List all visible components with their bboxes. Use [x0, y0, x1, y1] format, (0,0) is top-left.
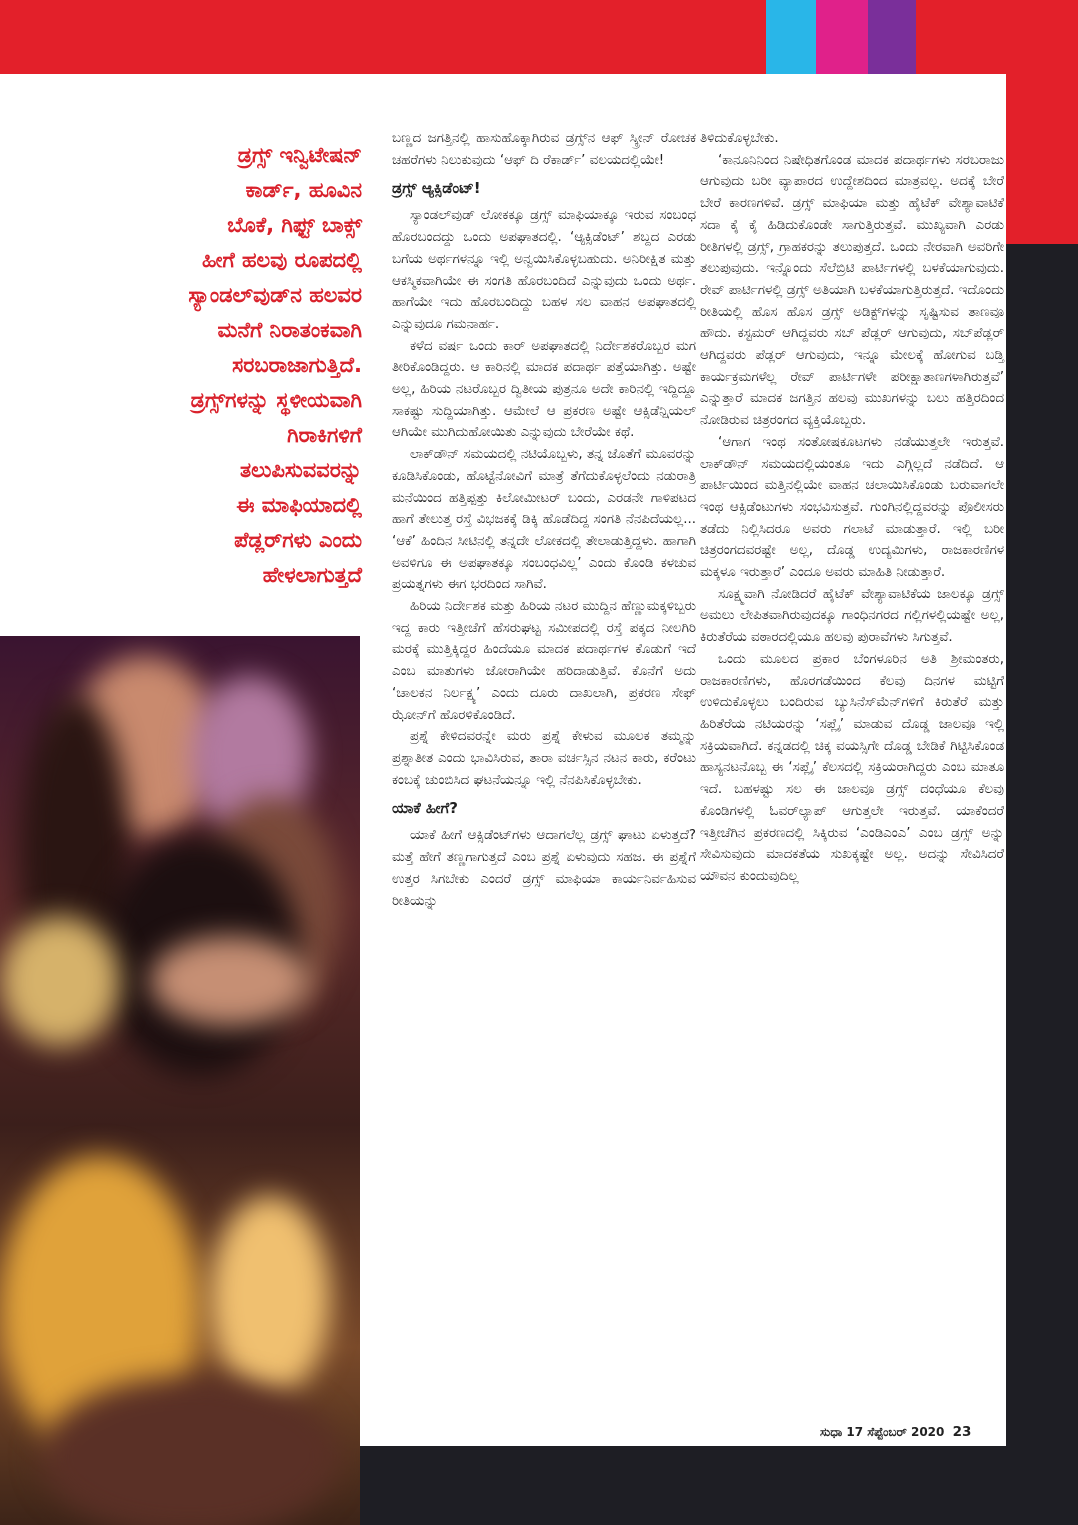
purple-color-strip [868, 0, 916, 74]
pull-quote [120, 138, 362, 593]
pull-quote-line: ಈ ಮಾಫಿಯಾದಲ್ಲಿ [236, 493, 362, 517]
top-red-bar [0, 0, 1078, 74]
photo-light-blur [0, 916, 120, 1046]
pull-quote-line: ಹೀಗೆ ಹಲವು ರೂಪದಲ್ಲಿ [202, 248, 362, 272]
pull-quote-line: ಸ್ಯಾಂಡಲ್‌ವುಡ್‌ನ ಹಲವರ [188, 283, 362, 307]
page-footer [820, 1424, 971, 1440]
page-number: 23 [952, 1424, 972, 1440]
body-paragraph: ಯಾಕೆ ಹೀಗೆ ಆಕ್ಸಿಡೆಂಟ್‌ಗಳು ಆದಾಗಲೆಲ್ಲ ಡ್ರಗ್ಸ್ ಘಾಟು ಏಳುತ್ತದೆ? ಮತ್ತೆ ಹೇಗೆ ತಣ್ಣಗಾಗುತ್ತದೆ ಎಂಬ ಪ್ರಶ್ನೆ ಏಳುವುದು ಸಹಜ. ಈ ಪ್ರಶ್ನೆಗೆ ಉತ್ತರ ಸಿಗಬೇಕು ಎಂದರೆ ಡ್ರಗ್ಸ್ ಮಾಫಿಯಾ ಕಾರ್ಯನಿರ್ವಹಿಸುವ ರೀತಿಯನ್ನು [392, 828, 696, 909]
pull-quote-line: ಡ್ರಗ್ಸ್ ಇನ್ವಿಟೇಷನ್ [237, 143, 362, 167]
body-paragraph: ಸೂಕ್ಷ್ಮವಾಗಿ ನೋಡಿದರೆ ಹೈಟೆಕ್ ವೇಶ್ಯಾವಾಟಿಕೆಯ ಜಾಲಕ್ಕೂ ಡ್ರಗ್ಸ್ ಅಮಲು ಲೇಪಿತವಾಗಿರುವುದಕ್ಕೂ ಗಾಂಧಿನಗರದ ಗಲ್ಲಿಗಳಲ್ಲಿಯಷ್ಟೇ ಅಲ್ಲ, ಕಿರುತೆರೆಯ ವಠಾರದಲ್ಲಿಯೂ ಹಲವು ಪುರಾವೆಗಳು ಸಿಗುತ್ತವೆ. [700, 586, 1004, 646]
bottom-dark-band [360, 1446, 1078, 1525]
body-paragraph: ಒಂದು ಮೂಲದ ಪ್ರಕಾರ ಬೆಂಗಳೂರಿನ ಅತಿ ಶ್ರೀಮಂತರು, ರಾಜಕಾರಣಿಗಳು, ಹೊರಗಡೆಯಿಂದ ಕೆಲವು ದಿನಗಳ ಮಟ್ಟಿಗೆ ಉಳಿದುಕೊಳ್ಳಲು ಬಂದಿರುವ ಬ್ಯುಸಿನೆಸ್‌ಮೆನ್‌ಗಳಿಗೆ ಕಿರುತೆರೆ ಮತ್ತು ಹಿರಿತೆರೆಯ ನಟಿಯರನ್ನು ‘ಸಪ್ಲೈ’ ಮಾಡುವ ದೊಡ್ಡ ಜಾಲವೂ ಇಲ್ಲಿ ಸಕ್ರಿಯವಾಗಿದೆ. ಕನ್ನಡದಲ್ಲಿ ಚಿಕ್ಕ ವಯಸ್ಸಿಗೇ ದೊಡ್ಡ ಬೇಡಿಕೆ ಗಿಟ್ಟಿಸಿಕೊಂಡ ಹಾಸ್ಯನಟನೊಬ್ಬ ಈ ‘ಸಪ್ಲೈ’ ಕೆಲಸದಲ್ಲಿ ಸಕ್ರಿಯರಾಗಿದ್ದರು ಎಂಬ ಮಾತೂ ಇದೆ. ಬಹಳಷ್ಟು ಸಲ ಈ ಜಾಲವೂ ಡ್ರಗ್ಸ್ ದಂಧೆಯೂ ಕೆಲವು ಕೊಂಡಿಗಳಲ್ಲಿ ಓವರ್‌ಲ್ಯಾಪ್ ಆಗುತ್ತಲೇ ಇರುತ್ತವೆ. ಯಾಕೆಂದರೆ ಇತ್ತೀಚೆಗಿನ ಪ್ರಕರಣದಲ್ಲಿ ಸಿಕ್ಕಿರುವ ‘ಎಂಡಿಎಂಎ’ ಎಂಬ ಡ್ರಗ್ಸ್ ಅನ್ನು ಸೇವಿಸುವುದು ಮಾದಕತೆಯ ಸುಖಕ್ಕಷ್ಟೇ ಅಲ್ಲ. ಅದನ್ನು ಸೇವಿಸಿದರೆ ಯೌವನ ಕುಂದುವುದಿಲ್ಲ [700, 651, 1004, 884]
magenta-color-strip [816, 0, 868, 74]
right-red-margin [1006, 74, 1078, 244]
right-dark-margin [1006, 244, 1078, 1525]
body-paragraph: ‘ಕಾನೂನಿನಿಂದ ನಿಷೇಧಿತಗೊಂಡ ಮಾದಕ ಪದಾರ್ಥಗಳು ಸರಬರಾಜು ಆಗುವುದು ಬರೀ ವ್ಯಾಪಾರದ ಉದ್ದೇಶದಿಂದ ಮಾತ್ರವಲ್ಲ. ಅದಕ್ಕೆ ಬೇರೆ ಬೇರೆ ಕಾರಣಗಳಿವೆ. ಡ್ರಗ್ಸ್ ಮಾಫಿಯಾ ಮತ್ತು ಹೈಟೆಕ್ ವೇಶ್ಯಾವಾಟಿಕೆ ಸದಾ ಕೈ ಕೈ ಹಿಡಿದುಕೊಂಡೇ ಸಾಗುತ್ತಿರುತ್ತವೆ. ಮುಖ್ಯವಾಗಿ ಎರಡು ರೀತಿಗಳಲ್ಲಿ ಡ್ರಗ್ಸ್, ಗ್ರಾಹಕರನ್ನು ತಲುಪುತ್ತದೆ. ಒಂದು ನೇರವಾಗಿ ಅವರಿಗೇ ತಲುಪುವುದು. ಇನ್ನೊಂದು ಸೆಲೆಬ್ರಿಟಿ ಪಾರ್ಟಿಗಳಲ್ಲಿ ಬಳಕೆಯಾಗುವುದು. ರೇವ್ ಪಾರ್ಟಿಗಳಲ್ಲಿ ಡ್ರಗ್ಸ್ ಅತಿಯಾಗಿ ಬಳಕೆಯಾಗುತ್ತಿರುತ್ತದೆ. ಇದೊಂದು ರೀತಿಯಲ್ಲಿ ಹೊಸ ಹೊಸ ಡ್ರಗ್ಸ್ ಅಡಿಕ್ಟ್‌ಗಳನ್ನು ಸೃಷ್ಟಿಸುವ ತಾಣವೂ ಹೌದು. ಕಸ್ಟಮರ್ ಆಗಿದ್ದವರು ಸಬ್ ಪೆಡ್ಲರ್ ಆಗುವುದು, ಸಬ್‌ಪೆಡ್ಲರ್ ಆಗಿದ್ದವರು ಪೆಡ್ಲರ್ ಆಗುವುದು, ಇನ್ನೂ ಮೇಲಕ್ಕೆ ಹೋಗುವ ಬಡ್ತಿ ಕಾರ್ಯಕ್ರಮಗಳೆಲ್ಲ ರೇವ್ ಪಾರ್ಟಿಗಳೇ ಪರೀಕ್ಷಾತಾಣಗಳಾಗಿರುತ್ತವೆ’ ಎನ್ನುತ್ತಾರೆ ಮಾದಕ ಜಗತ್ತಿನ ಹಲವು ಮುಖಗಳನ್ನು ಬಲು ಹತ್ತಿರದಿಂದ ನೋಡಿರುವ ಚಿತ್ರರಂಗದ ವ್ಯಕ್ತಿಯೊಬ್ಬರು. [700, 152, 1004, 429]
photo-hand-blur [150, 936, 310, 1026]
section-heading-drugs-accident: ಡ್ರಗ್ಸ್ ಆ್ಯಕ್ಸಿಡೆಂಟ್! [392, 179, 481, 198]
pull-quote-line: ಬೊಕೆ, ಗಿಫ್ಟ್ ಬಾಕ್ಸ್ [227, 213, 362, 237]
pull-quote-line: ಮನೆಗೆ ನಿರಾತಂಕವಾಗಿ [217, 318, 362, 342]
issue-label: ಸುಧಾ 17 ಸೆಪ್ಟೆಂಬರ್ 2020 [820, 1425, 945, 1439]
pull-quote-line: ಹೇಳಲಾಗುತ್ತದೆ [262, 563, 362, 587]
photo-glass-blur [210, 1196, 330, 1396]
article-column-2 [700, 128, 1004, 888]
body-paragraph: ಪ್ರಶ್ನೆ ಕೇಳಿದವರನ್ನೇ ಮರು ಪ್ರಶ್ನೆ ಕೇಳುವ ಮೂಲಕ ತಮ್ಮನ್ನು ಪ್ರಶ್ನಾತೀತ ಎಂದು ಭಾವಿಸಿರುವ, ತಾರಾ ವರ್ಚಸ್ಸಿನ ನಟನ ಕಾರು, ಕರೆಂಟು ಕಂಬಕ್ಕೆ ಚುಂಬಿಸಿದ ಘಟನೆಯನ್ನೂ ಇಲ್ಲಿ ನೆನಪಿಸಿಕೊಳ್ಳಬೇಕು. [392, 729, 696, 788]
pull-quote-line: ಪೆಡ್ಲರ್‌ಗಳು ಎಂದು [234, 528, 362, 552]
cyan-color-strip [766, 0, 816, 74]
body-paragraph: ಲಾಕ್‌ಡೌನ್ ಸಮಯದಲ್ಲಿ ನಟಿಯೊಬ್ಬಳು, ತನ್ನ ಜೊತೆಗೆ ಮೂವರನ್ನು ಕೂಡಿಸಿಕೊಂಡು, ಹೊಟ್ಟೆನೋವಿಗೆ ಮಾತ್ರೆ ತೆಗೆದುಕೊಳ್ಳಲೆಂದು ನಡುರಾತ್ರಿ ಮನೆಯಿಂದ ಹತ್ತಿಪ್ಪತ್ತು ಕಿಲೋಮೀಟರ್ ಬಂದು, ಎರಡನೇ ಗಾಳಿಪಟದ ಹಾಗೆ ತೇಲುತ್ತ ರಸ್ತೆ ವಿಭಜಕಕ್ಕೆ ಡಿಕ್ಕಿ ಹೊಡೆದಿದ್ದ ಸಂಗತಿ ನೆನಪಿದೆಯಲ್ಲ... ‘ಆಕೆ’ ಹಿಂದಿನ ಸೀಟಿನಲ್ಲಿ ತನ್ನದೇ ಲೋಕದಲ್ಲಿ ತೇಲಾಡುತ್ತಿದ್ದಳು. ಹಾಗಾಗಿ ಅವಳಿಗೂ ಈ ಅಪಘಾತಕ್ಕೂ ಸಂಬಂಧವಿಲ್ಲ’ ಎಂದು ಕೊಂಡಿ ಕಳಚುವ ಪ್ರಯತ್ನಗಳು ಈಗ ಭರದಿಂದ ಸಾಗಿವೆ. [392, 447, 696, 593]
body-paragraph: ತಿಳಿದುಕೊಳ್ಳಬೇಕು. [700, 131, 779, 146]
body-paragraph: ಕಳೆದ ವರ್ಷ ಒಂದು ಕಾರ್ ಅಪಘಾತದಲ್ಲಿ ನಿರ್ದೇಶಕರೊಬ್ಬರ ಮಗ ತೀರಿಕೊಂಡಿದ್ದರು. ಆ ಕಾರಿನಲ್ಲಿ ಮಾದಕ ಪದಾರ್ಥ ಪತ್ತೆಯಾಗಿತ್ತು. ಅಷ್ಟೇ ಅಲ್ಲ, ಹಿರಿಯ ನಟರೊಬ್ಬರ ದ್ವಿತೀಯ ಪುತ್ರನೂ ಅದೇ ಕಾರಿನಲ್ಲಿ ಇದ್ದಿದ್ದೂ ಸಾಕಷ್ಟು ಸುದ್ದಿಯಾಗಿತ್ತು. ಆಮೇಲೆ ಆ ಪ್ರಕರಣ ಅಷ್ಟೇ ಆಕ್ಸಿಡೆನ್ಷಿಯಲ್ ಆಗಿಯೇ ಮುಗಿದುಹೋಯಿತು ಎನ್ನುವುದು ಬೇರೆಯೇ ಕಥೆ. [392, 338, 696, 441]
photo-counter-blur [40, 1376, 340, 1525]
pull-quote-line: ಸರಬರಾಜಾಗುತ್ತಿದೆ. [232, 353, 362, 377]
body-paragraph: ಸ್ಯಾಂಡಲ್‌ವುಡ್ ಲೋಕಕ್ಕೂ ಡ್ರಗ್ಸ್ ಮಾಫಿಯಾಕ್ಕೂ ಇರುವ ಸಂಬಂಧ ಹೊರಬಂದದ್ದು ಒಂದು ಅಪಘಾತದಲ್ಲಿ. ‘ಆ್ಯಕ್ಸಿಡೆಂಟ್’ ಶಬ್ದದ ಎರಡು ಬಗೆಯ ಅರ್ಥಗಳನ್ನೂ ಇಲ್ಲಿ ಅನ್ವಯಿಸಿಕೊಳ್ಳಬಹುದು. ಅನಿರೀಕ್ಷಿತ ಮತ್ತು ಆಕಸ್ಮಿಕವಾಗಿಯೇ ಈ ಸಂಗತಿ ಹೊರಬಂದಿದೆ ಎನ್ನುವುದು ಒಂದು ಅರ್ಥ. ಹಾಗೆಯೇ ಇದು ಹೊರಬಂದಿದ್ದು ಬಹಳ ಸಲ ವಾಹನ ಅಪಘಾತದಲ್ಲಿ ಎನ್ನುವುದೂ ಗಮನಾರ್ಹ. [392, 208, 696, 332]
pull-quote-line: ತಲುಪಿಸುವವರನ್ನು [240, 458, 362, 482]
party-photo [0, 636, 360, 1525]
article-column-1 [392, 128, 696, 912]
intro-paragraph: ಬಣ್ಣದ ಜಗತ್ತಿನಲ್ಲಿ ಹಾಸುಹೊಕ್ಕಾಗಿರುವ ಡ್ರಗ್ಸ್‌ನ ಆಫ್ ಸ್ಕ್ರೀನ್ ರೋಚಕ ಚಹರೆಗಳು ನಿಲುಕುವುದು ‘ಆಫ್ ದಿ ರೆಕಾರ್ಡ್’ ವಲಯದಲ್ಲಿಯೇ! [392, 131, 696, 168]
body-paragraph: ಹಿರಿಯ ನಿರ್ದೇಶಕ ಮತ್ತು ಹಿರಿಯ ನಟರ ಮುದ್ದಿನ ಹೆಣ್ಣುಮಕ್ಕಳಿಬ್ಬರು ಇದ್ದ ಕಾರು ಇತ್ತೀಚೆಗೆ ಹೆಸರುಘಟ್ಟ ಸಮೀಪದಲ್ಲಿ ರಸ್ತೆ ಪಕ್ಕದ ನೀಲಗಿರಿ ಮರಕ್ಕೆ ಮುತ್ತಿಕ್ಕಿದ್ದರ ಹಿಂದೆಯೂ ಮಾದಕ ಪದಾರ್ಥಗಳ ಕೊಡುಗೆ ಇದೆ ಎಂಬ ಮಾತುಗಳು ಜೋರಾಗಿಯೇ ಹರಿದಾಡುತ್ತಿವೆ. ಕೊನೆಗೆ ಅದು ‘ಚಾಲಕನ ನಿರ್ಲಕ್ಷ್ಯ’ ಎಂದು ದೂರು ದಾಖಲಾಗಿ, ಪ್ರಕರಣ ಸೇಫ್ ಝೋನ್‌ಗೆ ಹೊರಳಿಕೊಂಡಿದೆ. [392, 599, 696, 723]
pull-quote-line: ಗಿರಾಕಿಗಳಿಗೆ [287, 423, 362, 447]
body-paragraph: ‘ಆಗಾಗ ಇಂಥ ಸಂತೋಷಕೂಟಗಳು ನಡೆಯುತ್ತಲೇ ಇರುತ್ತವೆ. ಲಾಕ್‌ಡೌನ್ ಸಮಯದಲ್ಲಿಯಂತೂ ಇದು ಎಗ್ಗಿಲ್ಲದೆ ನಡೆದಿದೆ. ಆ ಪಾರ್ಟಿಯಿಂದ ಮತ್ತಿನಲ್ಲಿಯೇ ವಾಹನ ಚಲಾಯಿಸಿಕೊಂಡು ಬರುವಾಗಲೇ ಇಂಥ ಆಕ್ಸಿಡೆಂಟುಗಳು ಸಂಭವಿಸುತ್ತವೆ. ಗುಂಗಿನಲ್ಲಿದ್ದವರನ್ನು ಪೊಲೀಸರು ತಡೆದು ನಿಲ್ಲಿಸಿದರೂ ಅವರು ಗಲಾಟೆ ಮಾಡುತ್ತಾರೆ. ಇಲ್ಲಿ ಬರೀ ಚಿತ್ರರಂಗದವರಷ್ಟೇ ಅಲ್ಲ, ದೊಡ್ಡ ಉದ್ಯಮಿಗಳು, ರಾಜಕಾರಣಿಗಳ ಮಕ್ಕಳೂ ಇರುತ್ತಾರೆ’ ಎಂದೂ ಅವರು ಮಾಹಿತಿ ನೀಡುತ್ತಾರೆ. [700, 434, 1004, 581]
section-heading-why: ಯಾಕೆ ಹೀಗೆ? [392, 799, 458, 818]
pull-quote-line: ಕಾರ್ಡ್, ಹೂವಿನ [245, 178, 362, 202]
pull-quote-line: ಡ್ರಗ್ಸ್‌ಗಳನ್ನು ಸ್ಥಳೀಯವಾಗಿ [190, 388, 362, 412]
